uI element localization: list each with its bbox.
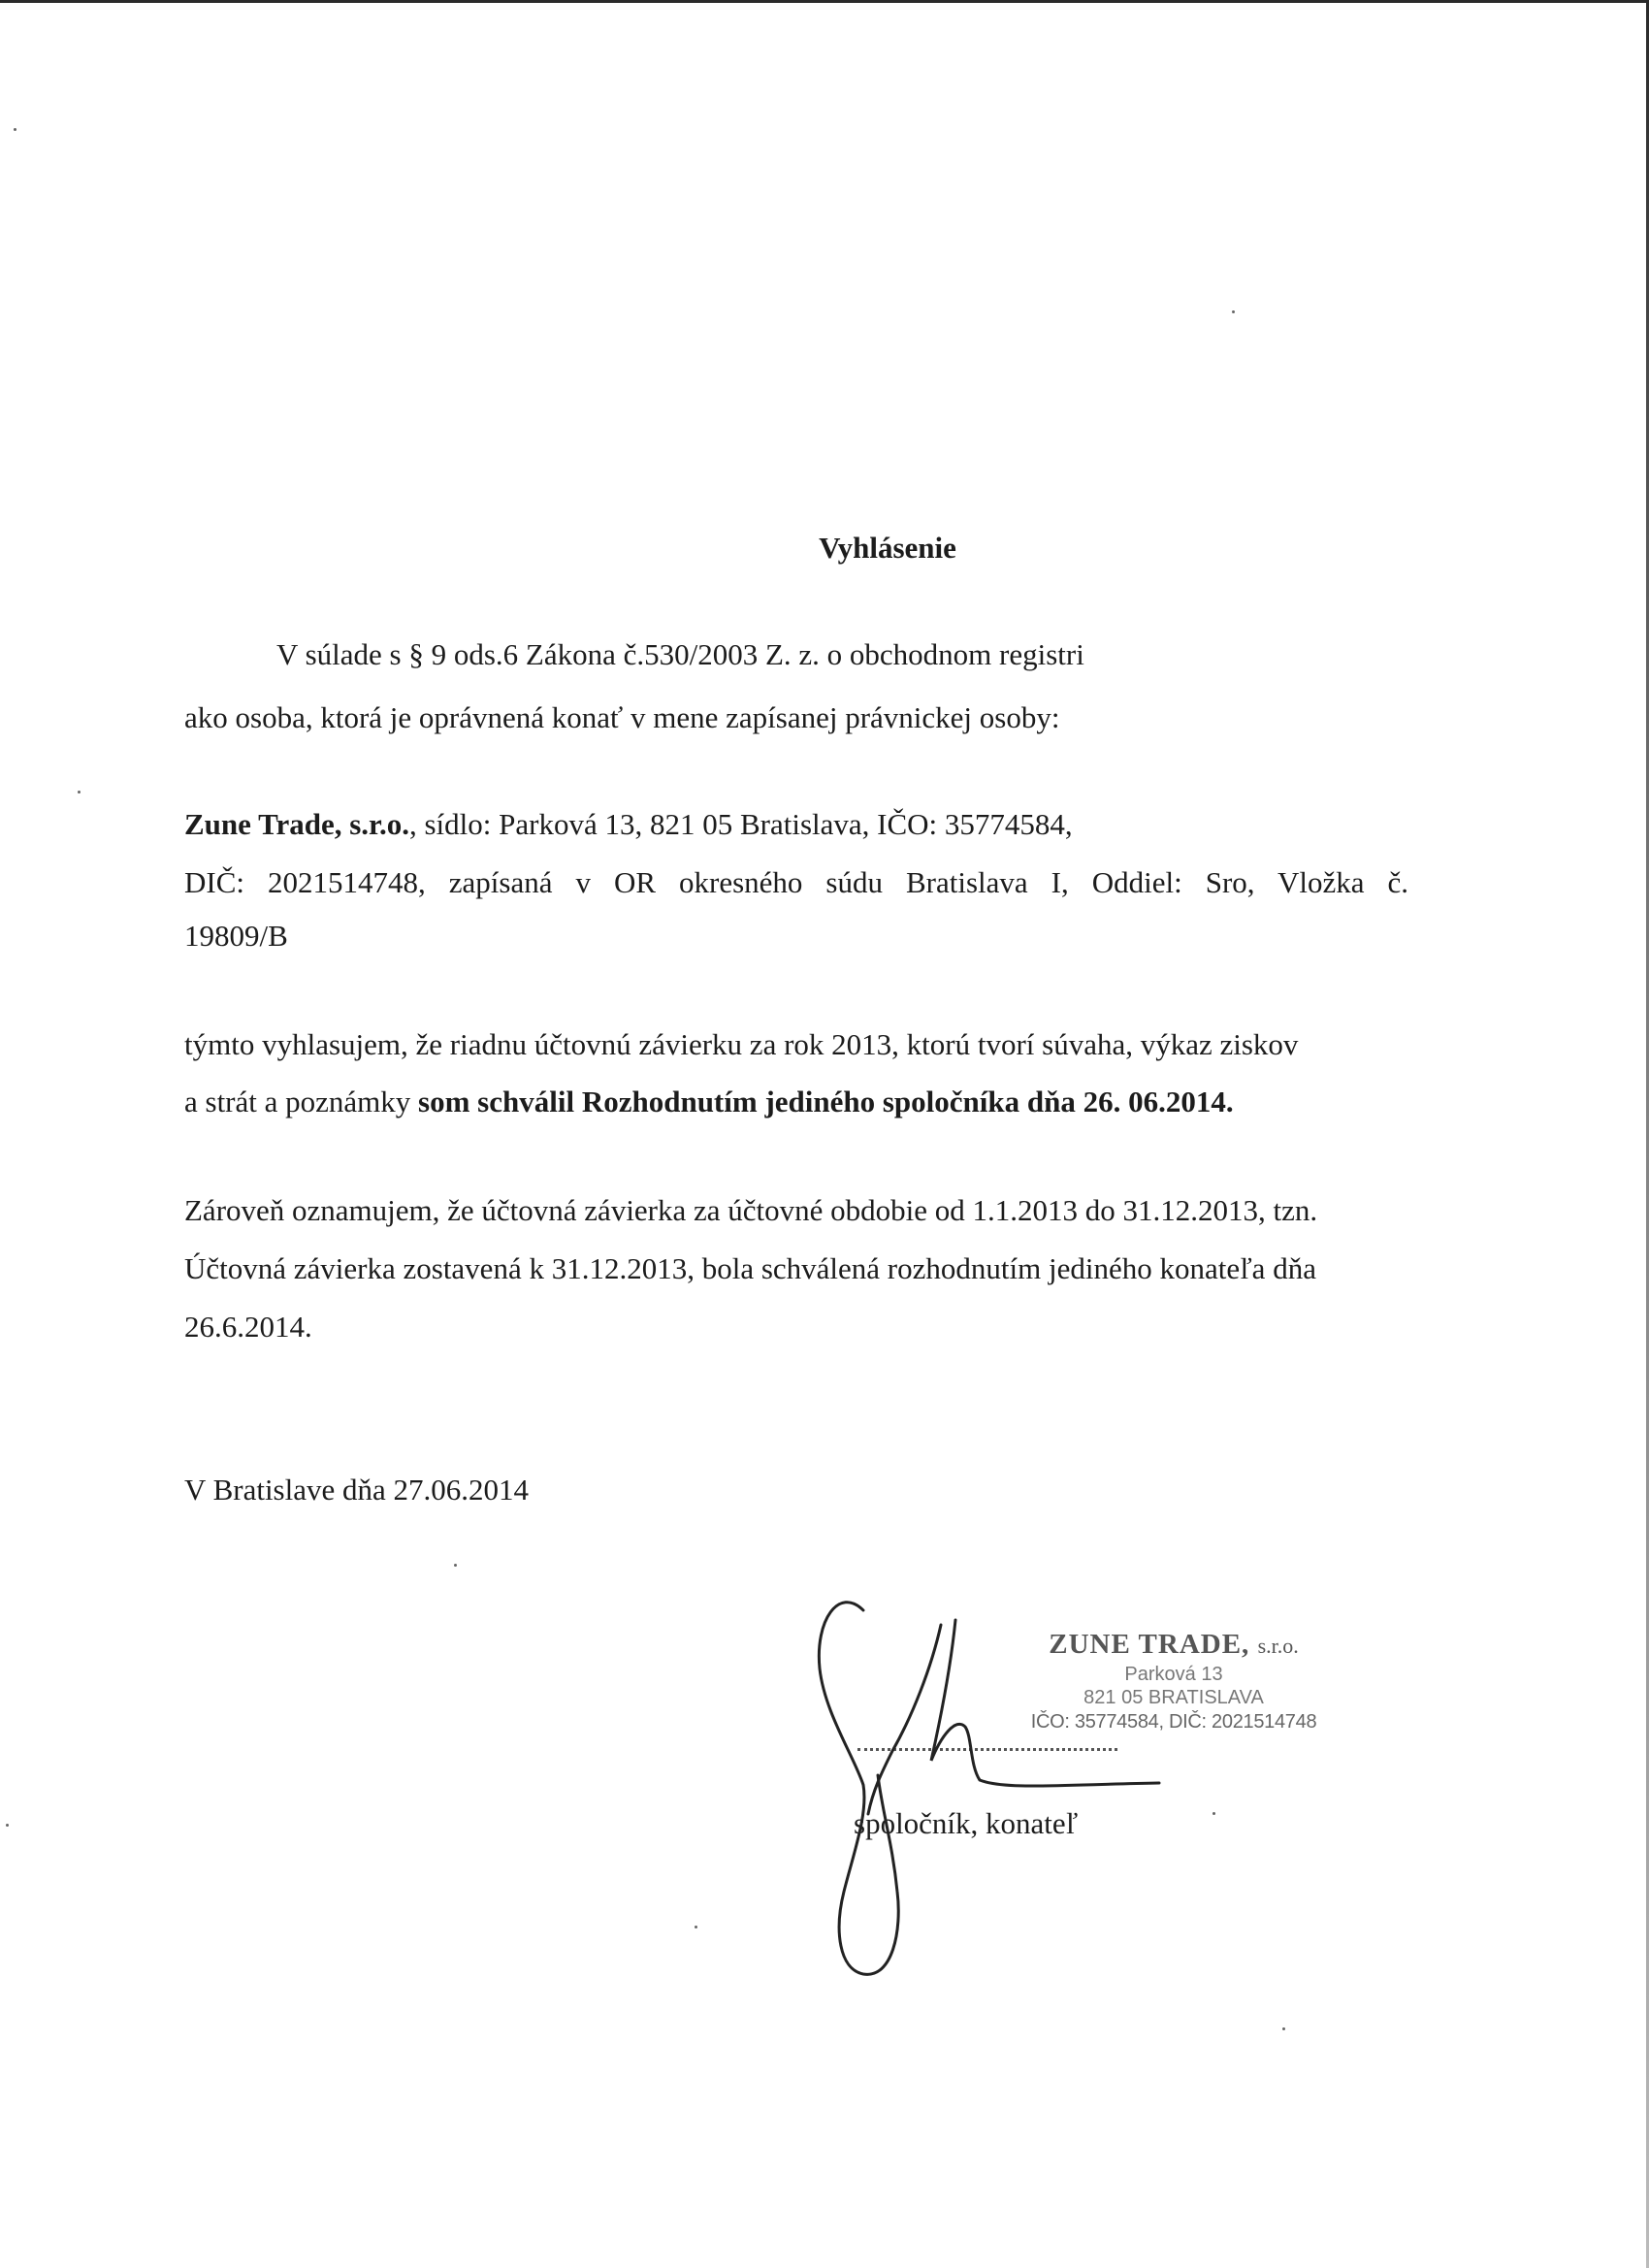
handwritten-signature xyxy=(795,1581,1164,1989)
scan-speck xyxy=(454,1564,457,1567)
scan-speck xyxy=(695,1926,697,1928)
company-line-3: 19809/B xyxy=(184,919,288,953)
company-name: Zune Trade, s.r.o. xyxy=(184,807,409,841)
document-title: Vyhlásenie xyxy=(819,531,956,565)
company-line-1 xyxy=(184,805,1073,844)
notice-line-2: Účtovná závierka zostavená k 31.12.2013, bola schválená rozhodnutím jediného konateľa dňa xyxy=(184,1251,1316,1285)
declaration-approval: som schválil Rozhodnutím jediného spoločníka dňa 26. 06.2014. xyxy=(418,1085,1234,1118)
scan-speck xyxy=(14,128,16,131)
notice-line-1: Zároveň oznamujem, že účtovná závierka za účtovné obdobie od 1.1.2013 do 31.12.2013, tzn. xyxy=(184,1193,1318,1227)
scan-top-edge xyxy=(0,0,1649,3)
place-date: V Bratislave dňa 27.06.2014 xyxy=(184,1473,530,1507)
scan-speck xyxy=(1282,2027,1285,2030)
company-address: , sídlo: Parková 13, 821 05 Bratislava, IČO: 35774584, xyxy=(408,807,1073,841)
signatory-role: spoločník, konateľ xyxy=(854,1806,1079,1840)
stamp-name-suffix: s.r.o. xyxy=(1257,1634,1299,1658)
stamp-ids: IČO: 35774584, DIČ: 2021514748 xyxy=(1030,1711,1317,1733)
scan-speck xyxy=(1232,310,1235,313)
company-line-2: DIČ: 2021514748, zapísaná v OR okresného súdu Bratislava I, Oddiel: Sro, Vložka č. xyxy=(184,865,1408,899)
intro-line-1: V súlade s § 9 ods.6 Zákona č.530/2003 Z. z. o obchodnom registri xyxy=(276,637,1084,671)
stamp-name-text: ZUNE TRADE, xyxy=(1049,1629,1250,1660)
declaration-line-1: týmto vyhlasujem, že riadnu účtovnú závierku za rok 2013, ktorú tvorí súvaha, výkaz ziskov xyxy=(184,1027,1299,1061)
intro-line-2: ako osoba, ktorá je oprávnená konať v mene zapísanej právnickej osoby: xyxy=(184,700,1060,734)
notice-line-3: 26.6.2014. xyxy=(184,1310,312,1344)
scan-speck xyxy=(1212,1812,1215,1815)
stamp-street: Parková 13 xyxy=(1124,1664,1223,1685)
scan-speck xyxy=(6,1824,9,1827)
declaration-line-2 xyxy=(184,1083,1234,1121)
declaration-plain: a strát a poznámky xyxy=(184,1085,419,1118)
stamp-city: 821 05 BRATISLAVA xyxy=(1083,1687,1264,1708)
scan-speck xyxy=(78,791,81,794)
